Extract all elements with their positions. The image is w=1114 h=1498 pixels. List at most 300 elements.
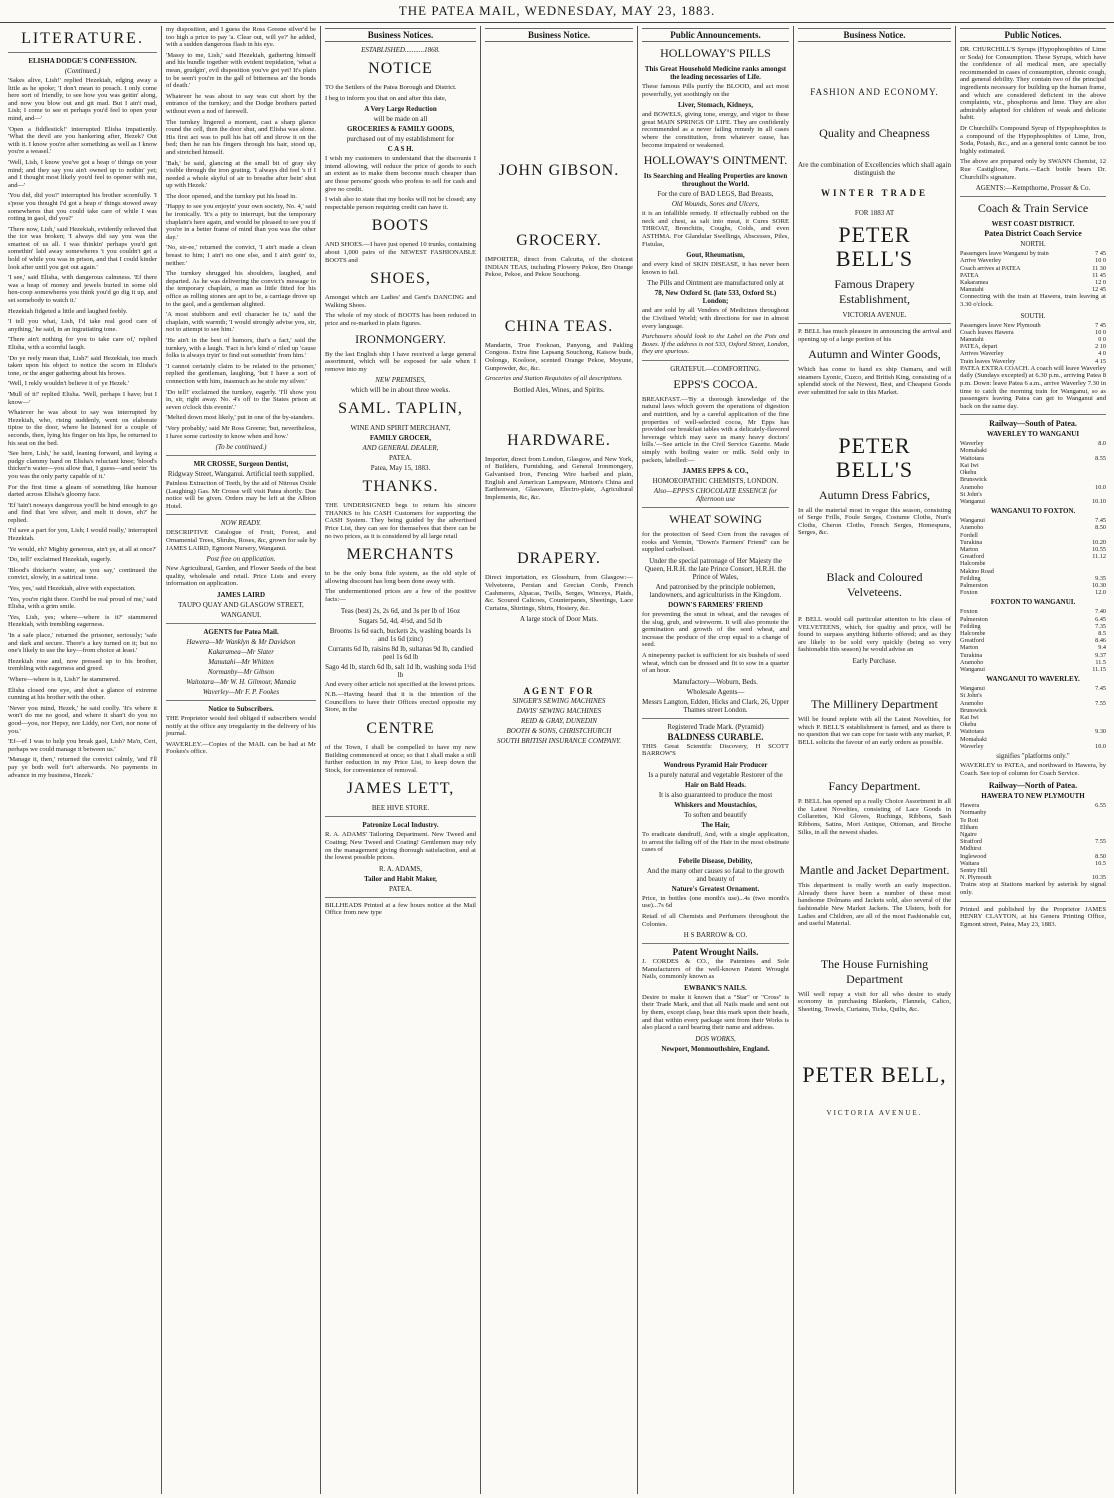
stop-name: Midhirst	[960, 845, 982, 853]
stop-name: Ngaire	[960, 831, 977, 838]
timetable-row	[960, 447, 1106, 454]
story-text	[8, 77, 157, 779]
stop-name: N. Plymouth	[960, 874, 992, 882]
stop-name: Wanganui	[960, 497, 985, 505]
timetable-row	[960, 707, 1106, 714]
price-entry: Currants 6d lb, raisins 8d lb, sultanas 9d lb, candied peel 1s 6d lb	[327, 644, 474, 661]
notice-text-2: I beg to inform you that on and after this date,	[325, 94, 447, 102]
timetable-row	[960, 817, 1106, 824]
retail-text: Retail of all Chemists and Perfumers throughout the Colonies.	[642, 912, 789, 928]
stop-time: 8.55	[1095, 454, 1106, 462]
shoes-text: Amongst which are Ladies' and Gent's DANCING and Walking Shoes.	[325, 294, 476, 309]
patronize: Patronize Local Industry.	[362, 821, 439, 830]
stop-time	[1061, 817, 1106, 824]
drapery-heading: DRAPERY.	[517, 550, 601, 568]
divider	[8, 52, 157, 53]
centre-text: of the Town, I shall be compelled to have my new Building commenced at once; so that I shall make a still further reduction in my Price List, to keep down the Stock, for convenience of removal.	[325, 744, 476, 774]
cordes-text: J. CORDES & CO., the Patentees and Sole Manufacturers of the well-known Patent Wrought Nails, commonly known as	[642, 958, 789, 981]
stop-time	[1056, 447, 1106, 454]
story-paragraph: 'Blood's thicker'n water, as you say,' continued the convict, slowly, in a satirical tone.	[8, 566, 157, 582]
timetable-row	[960, 265, 1106, 272]
waverley-note: WAVERLEY to PATEA, and northward to Hawera, by Coach. See top of column for Coach Service.	[960, 762, 1106, 777]
stop-time: 7 45	[1095, 250, 1106, 258]
stop-name: Kai Iwi	[960, 713, 979, 721]
timetable-row	[960, 700, 1106, 707]
stop-time: 7.45	[1095, 685, 1106, 693]
spacer	[485, 625, 633, 685]
stop-name: Inglewood	[960, 852, 987, 860]
fashion-line: FASHION AND ECONOMY.	[810, 87, 939, 97]
beehive: BEE HIVE STORE.	[371, 804, 430, 813]
stop-time	[1056, 469, 1106, 476]
stop-name: Halcombe	[960, 560, 986, 568]
timetable-row	[960, 476, 1106, 483]
spacer	[798, 667, 951, 693]
stop-name: PATEA, depart	[960, 343, 998, 351]
rail-north-heading: Railway—North of Patea.	[988, 781, 1078, 791]
stop-time	[1064, 736, 1106, 743]
stop-time: 7.55	[1095, 699, 1106, 707]
stop-time: 8.46	[1095, 637, 1106, 645]
stop-time: 12.0	[1095, 589, 1106, 597]
timetable-row	[960, 616, 1106, 623]
stop-name: Stratford	[960, 838, 982, 846]
stop-time: 7 45	[1095, 321, 1106, 329]
address-text: and are sold by all Vendors of Medicines throughout the Civilised World; with directions for use in almost every language.	[642, 307, 789, 330]
baldness-heading: BALDNESS CURABLE.	[667, 731, 764, 742]
story-paragraph: 'No, sir-ee,' returned the convict, 'I ain't made a clean breast to him; I ain't no one else, and I ain't goin' to, neither.'	[166, 244, 316, 267]
price-entry: Brooms 1s 6d each, buckets 2s, washing boards 1s and 1s 6d (zinc)	[329, 626, 472, 643]
ornament-line: Nature's Greatest Ornament.	[671, 884, 760, 893]
stop-name: Momahaki	[960, 447, 987, 455]
taplin-date: Patea, May 15, 1883.	[370, 464, 431, 473]
spacer	[798, 540, 951, 566]
patronage-2: And patronised by the principle noblemen, landowners, and agriculturists in the Kingdom.	[649, 583, 782, 599]
will-be: will be made on all	[373, 115, 428, 124]
stop-name: Coach arrives at PATEA	[960, 264, 1021, 272]
stop-name: Passengers leave New Plymouth	[960, 321, 1041, 329]
timetable-row	[960, 666, 1106, 673]
stop-time	[1061, 867, 1106, 874]
agency-entry: SINGER'S SEWING MACHINES	[512, 697, 606, 706]
timetable-row	[960, 553, 1106, 560]
stop-name: Waitara	[960, 859, 980, 867]
divider	[642, 943, 789, 944]
millinery-text: Will be found replete with all the Latest Novelties, for which P. BELL'S establishment is famed, and as there is no question that we can cope for taste with any market, P. BELL solicits the favour of an early orders as possible.	[798, 715, 951, 746]
china-heading: CHINA TEAS.	[504, 317, 614, 335]
grateful: GRATEFUL—COMFORTING.	[670, 364, 761, 373]
stop-time: 7.35	[1095, 622, 1106, 630]
taplin-town: PATEA.	[389, 454, 412, 463]
stop-time: 10.30	[1092, 581, 1106, 589]
patea-coach: Patea District Coach Service	[984, 229, 1082, 239]
timetable-row	[960, 343, 1106, 350]
north-timetable	[960, 250, 1106, 293]
spacer	[485, 282, 633, 312]
general-dealer: AND GENERAL DEALER,	[362, 444, 439, 453]
stop-name: Wanganui	[960, 685, 985, 693]
house-text: Will well repay a visit for all who desire to study economy in purchasing Blankets, Flannels, Calico, Sheeting, Towels, Curtains, Ticks, Quilts, &c.	[798, 990, 951, 1013]
timetable-row	[960, 736, 1106, 743]
timetable-wanganui-foxton	[960, 517, 1106, 596]
stop-name: Marton	[960, 644, 979, 652]
column-peter-bell	[794, 26, 956, 1494]
peter-bell-heading-2: PETER BELL'S	[835, 432, 914, 482]
stop-name: Makino Road	[960, 567, 994, 575]
stop-name: Train leaves Waverley	[960, 357, 1016, 365]
holloway-address: 78, New Oxford St. (late 533, Oxford St.) London;	[654, 289, 777, 306]
stop-name: Arrives Waverley	[960, 350, 1004, 358]
stop-name: Te Roti	[960, 816, 979, 824]
agency-entry: SOUTH BRITISH INSURANCE COMPANY.	[496, 737, 622, 746]
stop-time: 8.50	[1095, 524, 1106, 532]
story-paragraph: 'I cannot certainly claim to be related to the prisoner,' replied the gentleman, laughing, 'but I have a sort of connection with him, inasmuch as he stole my silver.'	[166, 362, 316, 385]
barrow-name: H S BARROW & CO.	[683, 931, 748, 940]
timetable-row	[960, 329, 1106, 336]
story-paragraph: 'Happy to see you enjoyin' your own society, No. 4,' said he ironically. 'It's a pity to interrupt, but the temporary chaplain's here again, and would be pleased to see you if you're in a better frame of mind than you was the other day.'	[166, 203, 316, 241]
stop-time	[1063, 568, 1106, 575]
timetable-row	[960, 582, 1106, 589]
stop-name: Waitotara	[960, 454, 984, 462]
story-paragraph: 'There now, Lish,' said Hezekiah, evidently relieved that the ice was broken; 'I always did say you was the smartest of us all. I was thinkin' perhaps you'd got somethin' laid away somewheres 't you couldn't get a hold of while you was in prison, and that I could kinder look after until you got out again.'	[8, 225, 157, 271]
stop-name: St John's	[960, 490, 982, 498]
story-paragraph: 'Open a fiddlestick!' interrupted Elisha impatiently. 'What the devil are you hankering after, Hezek? Out with it. I know you're after something as well as I know you're a weasel.'	[8, 125, 157, 156]
notice-text: THE Proprietor would feel obliged if subscribers would notify at the office any irregularity in the delivery of his journal.	[166, 715, 316, 738]
story-paragraph: Hezekiah fidgeted a little and laughed feebly.	[8, 307, 128, 315]
stop-time: 7.40	[1095, 608, 1106, 616]
stop-name: Okehu	[960, 469, 977, 477]
timetable-row	[960, 659, 1106, 666]
stop-time: 4 15	[1095, 357, 1106, 365]
story-paragraph: 'Bah,' he said, glancing at the small bit of gray sky visible through the iron grating. 'I always did feel 's if I needed a whole skyful of air to breathe after bein' shut up with Hezek.'	[166, 159, 316, 190]
timetable-hawera-new-plymouth	[960, 802, 1106, 881]
agent-entry: Kakaramea—Mr Slater	[208, 648, 274, 657]
ironmongery-heading: IRONMONGERY.	[355, 331, 446, 346]
centre-heading: CENTRE	[366, 720, 435, 737]
story-paragraph: my disposition, and I guess the Ross Greene silver'd be too high a price to pay 'a. Clear out, will ye?' he added, with a sudden dangerous flash in his eye.	[166, 26, 316, 49]
downs-text-2: A ninepenny packet is sufficient for six bushels of seed wheat, which can be dressed and fit to sow in a quarter of an hour.	[642, 651, 789, 675]
rail-south-heading: Railway—South of Patea.	[989, 419, 1077, 429]
laird-text: DESCRIPTIVE Catalogue of Fruit, Forest, and Ornamental Trees, Shrubs, Roses, &c, grown for sale by JAMES LAIRD, Egmont Nursery, Wanganui.	[166, 529, 316, 552]
stop-name: Waitotara	[960, 728, 984, 736]
ointment-for: For the cure of BAD LEGS, Bad Breasts,	[657, 190, 774, 199]
crosse-address: Ridgway Street, Wanganui. Artificial teeth supplied.	[167, 470, 315, 479]
columns	[4, 26, 1110, 1494]
stop-name: Waverley	[960, 742, 984, 750]
velveteens-text: P. BELL would call particular attention to his class of VELVETEENS, which, for quality and price, will be found to surpass anything hitherto offered; and as they are likely to be sold very quickly (being so very fashionable this season) he would advise an	[798, 615, 951, 654]
notice-title: Notice to Subscribers.	[208, 705, 274, 714]
baldness-text: THIS Great Scientific Discovery, H SCOTT BARROW'S	[642, 742, 789, 758]
timetable-row	[960, 272, 1106, 279]
febrile-text: And the many other causes so fatal to the growth and beauty of	[646, 866, 785, 883]
agents-list	[166, 638, 316, 696]
nb-text: N.B.—Having heard that it is the intention of the Councillors to have their Offices erected opposite my Store, in the	[325, 691, 476, 714]
timetable-row	[960, 575, 1106, 582]
timetable-row	[960, 809, 1106, 816]
lett-heading: JAMES LETT,	[346, 780, 455, 798]
timetable-row	[960, 644, 1106, 651]
premises: NEW PREMISES,	[375, 376, 426, 385]
churchill-agents: AGENTS:—Kempthorne, Prosser & Co.	[975, 184, 1091, 193]
timetable-row	[960, 838, 1106, 845]
story-paragraph: 'A most stubborn and evil character he is,' said the chaplain, with warmth; 'I would strongly advise you, sir, not to attempt to see him.'	[166, 311, 316, 334]
stop-name: Wanganui	[960, 665, 985, 673]
spacer	[798, 931, 951, 953]
stop-time: 11.5	[1095, 658, 1106, 666]
stop-name: Aramoho	[960, 524, 984, 532]
whiskers-text: To soften and beautify	[684, 810, 747, 819]
timetable-row	[960, 560, 1106, 567]
timetable-row	[960, 568, 1106, 575]
story-paragraph: 'Do ye reely mean that, Lish?' said Hezekiah, too much taken upon his object to notice the scorn in Elisha's tone, or the anger gathering about his brows.	[8, 354, 157, 377]
stop-time	[1056, 476, 1106, 483]
timetable-row	[960, 721, 1106, 728]
autumn-heading: Autumn and Winter Goods,	[808, 347, 941, 362]
eradicate-text: To eradicate dandruff, And, with a single application, to arrest the falling off of the Hair in the most obstinate cases of	[642, 830, 789, 854]
laird-name: JAMES LAIRD	[216, 591, 266, 600]
north-label: NORTH.	[1020, 240, 1046, 249]
timetable-row	[960, 589, 1106, 596]
spacer	[798, 1017, 951, 1057]
dos-works: DOS WORKS,	[695, 1034, 736, 1043]
timetable-row	[960, 623, 1106, 630]
agencies-list	[485, 697, 633, 745]
stop-name: Halcombe	[960, 629, 986, 637]
story-paragraph: 'Ef 'tain't noways dangerous you'll be hind enough to go and find that 'ere silver, and melt it down, eh?' he replied.	[8, 501, 157, 524]
signifies: signifies "platforms only."	[996, 752, 1070, 760]
drapery-text: Direct importation, ex Glossburn, from Glasgow:—Velveteens, Persian and Grecian Cords, French Cashmeres, Alpacas, Twills, Serges, Winceys, Plaids, &c. Scoured Calicoes, Counterpanes, Sheetings, Lace Curtains, Shirtings, Shirts, Hosiery, &c.	[485, 574, 633, 612]
timetable-row	[960, 692, 1106, 699]
column-header: Public Notices.	[960, 28, 1106, 42]
adams-text: R. A. ADAMS' Tailoring Department. New Tweed and Coating; New Tweed and Coating! Gentlemen may rely on the management giving thorough satisfaction, and at the lowest possible prices.	[325, 831, 476, 862]
downs-heading: DOWN'S FARMERS' FRIEND	[668, 601, 763, 609]
spacer	[798, 46, 951, 86]
adams-town: PATEA.	[389, 884, 412, 893]
boots-heading: BOOTS	[371, 217, 430, 235]
stop-time	[1064, 721, 1106, 728]
stop-name: Aramoho	[960, 483, 984, 491]
story-paragraph: 'In a safe place,' returned the prisoner, seriously; 'safe and dark and secure. There's a key turned on it; but no one's likely to use the key—from choice at least.'	[8, 632, 157, 655]
hawera-new-plymouth: HAWERA TO NEW PLYMOUTH	[981, 792, 1085, 801]
stop-name: Waverley	[960, 440, 984, 448]
timetable-row	[960, 874, 1106, 881]
stop-time: 10.35	[1092, 874, 1106, 882]
stop-name: Passengers leave Wanganui by train	[960, 250, 1049, 258]
stop-name: Feilding	[960, 622, 981, 630]
stop-name: Wanganui	[960, 517, 985, 525]
story-paragraph: 'Well, Lish, I know you've got a heap o' things on your mind; and they say you ain't owned up to nothin' yet; and I thought most likely you'd feel to opener with me, and—'	[8, 158, 157, 189]
story-paragraph: 'There ain't nothing for you to take care of,' replied Elisha, with a scornful laugh.	[8, 336, 157, 351]
west-coast: WEST COAST DISTRICT.	[991, 220, 1075, 229]
stop-name: Fordell	[960, 531, 978, 539]
crosse-name: MR CROSSE, Surgeon Dentist,	[193, 460, 289, 469]
stop-time: 9.30	[1095, 728, 1106, 736]
stop-time: 6.55	[1095, 802, 1106, 810]
iron-text: By the last English ship I have received a large general assortment, which will be exposed for sale when I remove into my	[325, 350, 476, 373]
shoes-text-2: The whole of my stock of BOOTS has been reduced in price and re-marked in plain figures.	[325, 312, 476, 327]
story-paragraph: 'Melted down most likely,' put in one of the by-standers.	[166, 414, 315, 422]
divider	[960, 414, 1106, 415]
divider	[960, 901, 1106, 902]
combo-text: Are the combination of Excellencies which shall again distinguish the	[798, 161, 951, 177]
wheat-text: for the protection of Seed Corn from the ravages of rooks and Vermin, "Down's Farmers' Friend" can be supplied carbolised.	[642, 531, 789, 554]
timetable-row	[960, 462, 1106, 469]
timetable-row	[960, 714, 1106, 721]
liver-line: Liver, Stomach, Kidneys,	[678, 101, 753, 110]
nails-heading: Patent Wrought Nails.	[672, 947, 759, 958]
story-paragraph: The turnkey lingered a moment, cast a sharp glance round the cell, then the door shut, and Elisha was alone. His first act was to pull his hat off and throw it on the bed; then he ran his fingers through his hair, stood up, and stretched himself.	[166, 118, 316, 156]
stop-time: 10.10	[1092, 497, 1106, 505]
agent-entry: Hawera—Mr Wanklyn & Mr Davidson	[186, 638, 296, 647]
billheads-text: BILLHEADS Printed at a few hours notice at the Mail Office from new type	[325, 901, 476, 917]
family-grocer: FAMILY GROCER,	[369, 434, 432, 443]
price-list	[325, 607, 476, 679]
holloway-sub: This Great Household Medicine ranks amongst the leading necessaries of Life.	[644, 65, 787, 81]
epps-sub: HOMOEOPATHIC CHEMISTS, LONDON.	[652, 477, 779, 486]
continued-label: (Continued.)	[64, 67, 101, 75]
timetable-row	[960, 322, 1106, 329]
timetable-foxton-wanganui	[960, 608, 1106, 673]
pyramid-text: Is a purely natural and vegetable Restorer of the	[648, 770, 783, 779]
divider	[166, 700, 316, 701]
stop-name: St John's	[960, 692, 982, 700]
stop-time: 9.35	[1095, 574, 1106, 582]
south-label: SOUTH.	[1020, 311, 1046, 320]
now-ready: NOW READY.	[220, 519, 262, 528]
stop-name: Turakina	[960, 651, 983, 659]
stop-time: 10 0	[1095, 257, 1106, 265]
stop-time: 0 0	[1098, 335, 1106, 343]
stop-time	[1063, 532, 1106, 539]
autumn-text: Which has come to hand ex ship Oamaru, and will steamers Lyonic, Cuzco, and British King, consisting of a splendid stock of the Newest, Best, and Cheapest Goods ever submitted for sale in this Market.	[798, 366, 951, 396]
foxton-wanganui: FOXTON TO WANGANUI.	[990, 598, 1076, 607]
agent-entry: Waitotara—Mr W. H. Gilmour, Manaia	[186, 678, 296, 687]
agency-entry: BOOTH & SONS, CHRISTCHURCH	[506, 727, 612, 736]
purchased: purchased out of my establishment for	[346, 135, 455, 144]
stop-time	[1061, 831, 1106, 838]
stop-name: Greatford	[960, 637, 985, 645]
holloway-heading: HOLLOWAY'S PILLS	[660, 46, 771, 60]
story-paragraph: 'Ye would, eh? Mighty generous, ain't ye, at all at once?'	[8, 545, 157, 553]
spacer	[485, 46, 633, 156]
address-lead: The Pills and Ointment are manufactured only at	[647, 279, 784, 288]
stop-name: Palmerston	[960, 615, 988, 623]
timetable-row	[960, 279, 1106, 286]
story-paragraph: 'Where—where is it, Lish?' he stammered.	[8, 675, 121, 683]
story-paragraph: 'See here, Lish,' he said, leaning forward, and laying a pudgy clammy hand on Elisha's reluctant knee; 'blood's thicker'n water—you allow that, I guess—and seein' 'tis you was the only party capable of it.'	[8, 450, 157, 480]
stop-time: 12 45	[1092, 286, 1106, 294]
spacer	[485, 186, 633, 226]
stop-time: 8.5	[1098, 629, 1106, 637]
stop-time	[1056, 491, 1106, 498]
quality-line: Quality and Cheapness	[819, 126, 930, 140]
mats-text: A large stock of Door Mats.	[519, 615, 599, 624]
waverley-text: WAVERLEY.—Copies of the MAIL can be had at Mr Fookes's office.	[166, 740, 316, 756]
story-paragraph: 'Yes, Lish, yes; where—where is it?' stammered Hezekiah, with trembling eagerness.	[8, 613, 157, 629]
stop-time	[1064, 707, 1106, 714]
stop-name: PATEA	[960, 271, 979, 279]
south-timetable	[960, 322, 1106, 365]
timetable-row	[960, 491, 1106, 498]
churchill-text-2: Dr Churchill's Compound Syrup of Hypophosphites is a compound of the Hypophosphites of Lime, Iron, Soda, Potash, &c., and as a general tonic cannot be too highly estimated.	[960, 124, 1106, 155]
mantle-text: This department is really worth an early inspection. Already there have been a number of these most handsome Dolmans and Jackets sold, also several of the fashionable New Market Jackets. The Ulsters, both for Ladies and Children, are all of the most Fashionable cut, and useful Material.	[798, 882, 951, 928]
story-paragraph: 'Well, I rekly wouldn't believe it of ye Hezek.'	[8, 380, 129, 388]
manufactory: Manufactory—Woburn, Beds.	[673, 677, 758, 686]
shoes-heading: SHOES,	[370, 270, 431, 288]
merchants-heading: MERCHANTS	[346, 546, 455, 564]
stop-time: 9.37	[1095, 651, 1106, 659]
thanks-text: THE UNDERSIGNED begs to return his sincere THANKS to his CASH Customers for supporting the CASH System. They being guided by the advertised Price List, they can see for themselves that there can be no two prices, as it is considered by all large retail	[325, 502, 476, 540]
divider	[166, 623, 316, 624]
stop-time	[1056, 462, 1106, 469]
timetable-row	[960, 546, 1106, 553]
timetable-row	[960, 831, 1106, 838]
groceries-text: Groceries and Station Requisites of all descriptions.	[485, 375, 623, 383]
books-text: I wish also to state that my books will not be closed; any respectable person requiring credit can have it.	[325, 196, 476, 211]
stop-name: Normanby	[960, 809, 987, 817]
story-paragraph: Whatever he was about to say was cut short by the entrance of the turnkey; and the Dodge brothers parted without even a nod of farewell.	[166, 92, 316, 115]
pbell-text: P. BELL has much pleasure in announcing the arrival and opening up of a large portion of his	[798, 328, 951, 343]
peter-bell-heading: PETER BELL'S	[835, 222, 914, 271]
stop-name: Turakina	[960, 538, 983, 546]
timetable-row	[960, 336, 1106, 343]
stop-name: Greatford	[960, 553, 985, 561]
stop-time: 10.55	[1092, 545, 1106, 553]
connect-text: Connecting with the train at Hawera, train leaving at 3.30 o'clock.	[960, 293, 1106, 308]
agent-heading: AGENT FOR	[523, 686, 595, 697]
premises-text: which will be in about three weeks.	[350, 386, 451, 395]
timetable-row	[960, 824, 1106, 831]
timetable-row	[960, 728, 1106, 735]
stop-name: Manutahi	[960, 335, 984, 343]
wanganui-waverley: WANGANUI TO WAVERLEY.	[986, 675, 1080, 684]
stop-name: Kai Iwi	[960, 461, 979, 469]
price-entry: Teas (best) 2s, 2s 6d, and 3s per lb of 16oz	[340, 606, 461, 615]
stop-time: 4 0	[1098, 350, 1106, 358]
stop-time: 10.0	[1095, 483, 1106, 491]
column-header: Public Announcements.	[642, 28, 789, 42]
price-entry: Sago 4d lb, starch 6d lb, salt 1d lb, washing soda 1½d lb	[325, 662, 476, 679]
stop-time: 2 10	[1095, 343, 1106, 351]
dress-text: In all the material most in vogue this season, consisting of Serge Frills, Foule Serges, Costume Cloths, Nun's Cloths, Cheron Cloths, French Serges, Homespuns, Serges, &c.	[798, 506, 951, 537]
stop-time: 9.4	[1098, 644, 1106, 652]
spacer	[485, 504, 633, 544]
story-paragraph: 'I see,' said Elisha, with dangerous calmness. 'Ef there was a heap of money and jewels buried in some old hen-coop somewheres you think you'd go dig it up, and set somebody to watch it.'	[8, 274, 157, 305]
stop-name: Aramoho	[960, 658, 984, 666]
wholesale: Wholesale Agents—	[686, 687, 745, 696]
timetable-row	[960, 455, 1106, 462]
story-paragraph: Whatever he was about to say was interrupted by Hezekiah, who, rising suddenly, went on elaborate tiptoe to the door, where he listened for a couple of seconds, then, lying his finger on his lips, he returned to his seat on the bed.	[8, 409, 157, 447]
holloway-text-2: and BOWELS, giving tone, energy, and vigor to these great MAIN SPRINGS OF LIFE. They are confidently recommended as a never failing remedy in all cases where the constitution, from whatever cause, has become impaired or weakened.	[642, 111, 789, 149]
stop-name: Brunswick	[960, 476, 987, 484]
taplin-heading: SAML. TAPLIN,	[338, 400, 463, 418]
timetable-row	[960, 685, 1106, 692]
divider	[325, 816, 476, 817]
printed-by: Printed and published by the Proprietor JAMES HENRY CLAYTON, at his Genera Printing Office, Egmont street, Patea, May 23, 1883.	[960, 905, 1106, 928]
price-text: Price, in bottles (one month's use)...4s (two month's use)...7s 6d	[642, 894, 789, 910]
story-paragraph: 'He ain't in the best of humors, that's a fact,' said the turnkey, with a laugh. 'Fact is he's kind o' riled up 'cause folks is always tryin' to find out somethin' from him.'	[166, 336, 316, 360]
agency-entry: REID & GRAY, DUNEDIN	[521, 717, 597, 726]
mantle-heading: Mantle and Jacket Department.	[799, 863, 950, 878]
timetable-row	[960, 608, 1106, 615]
ointment-heading: HOLLOWAY'S OINTMENT.	[643, 153, 788, 168]
timetable-row	[960, 358, 1106, 365]
every-other: And every other article not specified at the lowest prices.	[325, 680, 476, 688]
wholesale-names: Messrs Langton, Edden, Hicks and Clark, 26, Upper Thames street London.	[642, 697, 789, 714]
stop-name: Arrive Waverley	[960, 257, 1002, 265]
timetable-row	[960, 652, 1106, 659]
divider	[642, 718, 789, 719]
